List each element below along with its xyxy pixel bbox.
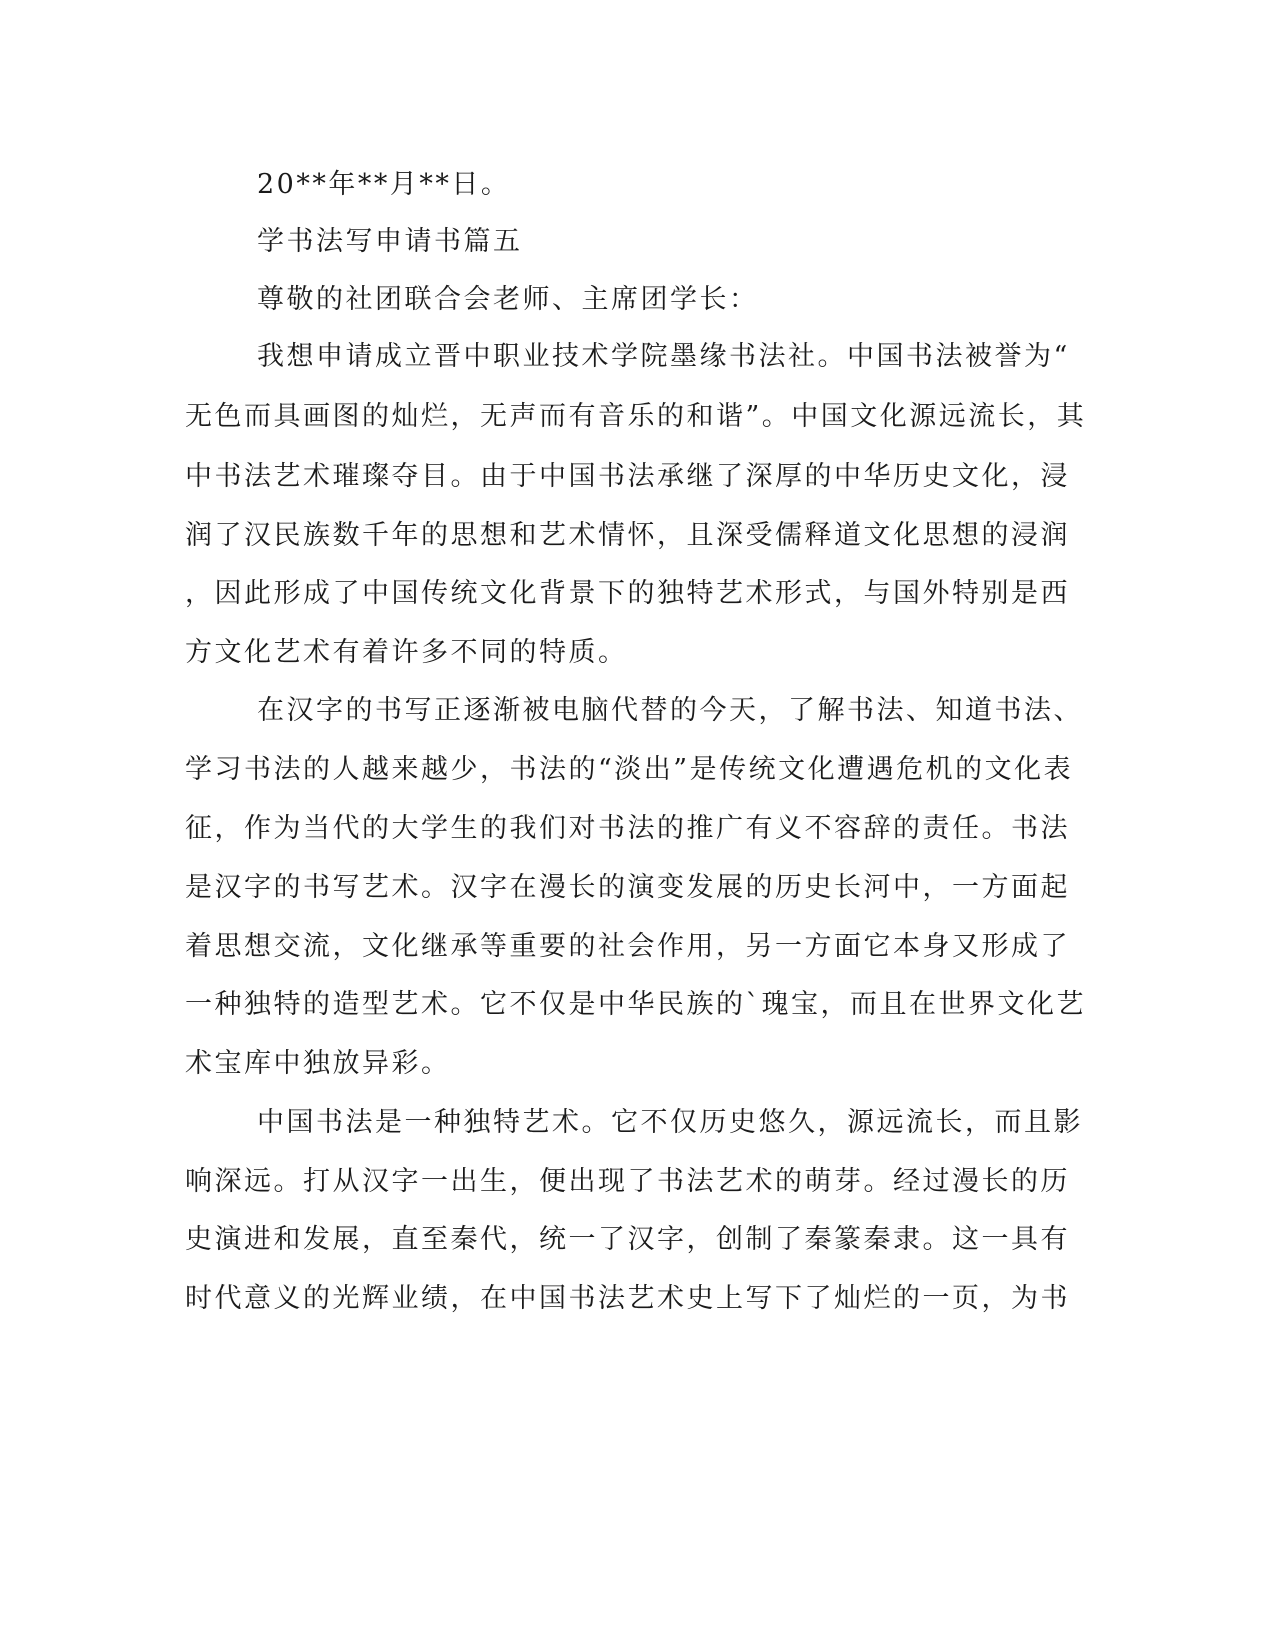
section-title: 学书法写申请书篇五 [257, 226, 523, 257]
paragraph-line: 时代意义的光辉业绩，在中国书法艺术史上写下了灿烂的一页，为书 [185, 1283, 1070, 1314]
paragraph-line: 无色而具画图的灿烂，无声而有音乐的和谐”。中国文化源远流长，其 [185, 401, 1087, 432]
salutation: 尊敬的社团联合会老师、主席团学长： [257, 284, 759, 315]
paragraph-line: 在汉字的书写正逐渐被电脑代替的今天，了解书法、知道书法、 [257, 695, 1083, 726]
paragraph-line: 一种独特的造型艺术。它不仅是中华民族的`瑰宝，而且在世界文化艺 [185, 989, 1086, 1020]
date-line: 20**年**月**日。 [257, 169, 511, 200]
paragraph-line: 方文化艺术有着许多不同的特质。 [185, 637, 628, 668]
paragraph-line: 中国书法是一种独特艺术。它不仅历史悠久，源远流长，而且影 [257, 1107, 1083, 1138]
paragraph-line: 我想申请成立晋中职业技术学院墨缘书法社。中国书法被誉为“ [257, 341, 1070, 372]
paragraph-line: 学习书法的人越来越少，书法的“淡出”是传统文化遭遇危机的文化表 [185, 754, 1074, 785]
paragraph-line: 润了汉民族数千年的思想和艺术情怀，且深受儒释道文化思想的浸润 [185, 520, 1070, 551]
paragraph-line: ，因此形成了中国传统文化背景下的独特艺术形式，与国外特别是西 [185, 578, 1070, 609]
paragraph-line: 响深远。打从汉字一出生，便出现了书法艺术的萌芽。经过漫长的历 [185, 1166, 1070, 1197]
paragraph-line: 术宝库中独放异彩。 [185, 1048, 451, 1079]
paragraph-line: 史演进和发展，直至秦代，统一了汉字，创制了秦篆秦隶。这一具有 [185, 1224, 1070, 1255]
paragraph-line: 着思想交流，文化继承等重要的社会作用，另一方面它本身又形成了 [185, 931, 1070, 962]
paragraph-line: 征，作为当代的大学生的我们对书法的推广有义不容辞的责任。书法 [185, 813, 1070, 844]
paragraph-line: 中书法艺术璀璨夺目。由于中国书法承继了深厚的中华历史文化，浸 [185, 461, 1070, 492]
paragraph-line: 是汉字的书写艺术。汉字在漫长的演变发展的历史长河中，一方面起 [185, 872, 1070, 903]
